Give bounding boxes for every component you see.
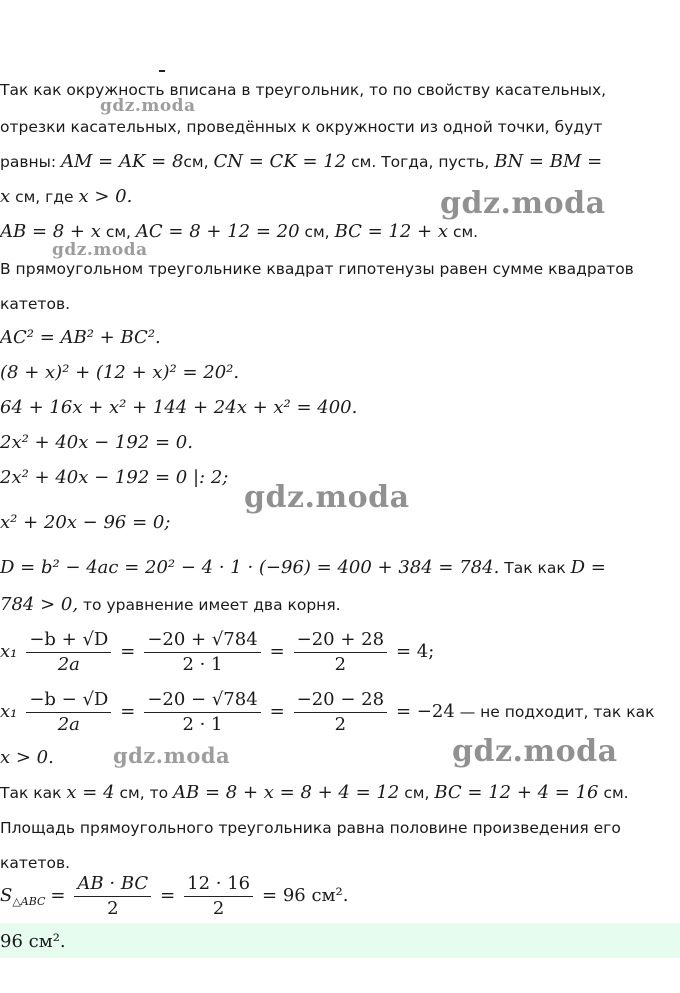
equation: AC² = AB² + BC². [0, 327, 161, 348]
result-line: Так как x = 4 см, то AB = 8 + x = 8 + 4 = 12 см, BC = 12 + 4 = 16 см. [0, 782, 629, 803]
text-line: Площадь прямоугольного треугольника равна половине произведения его [0, 819, 621, 837]
text-line: x см, где x > 0. [0, 186, 133, 207]
equation: 64 + 16x + x² + 144 + 24x + x² = 400. [0, 397, 358, 418]
text-line: В прямоугольном треугольнике квадрат гипотенузы равен сумме квадратов [0, 260, 634, 278]
equation: 2x² + 40x − 192 = 0 |: 2; [0, 467, 229, 488]
fraction: $\frac{-20 + 28}{2}$ [294, 628, 387, 677]
area-formula: $S_{\triangle ABC}$ = $\frac{AB \cdot BC}{2}$ = $\frac{12 \cdot 16}{2}$ = 96 см². [0, 873, 349, 919]
watermark: gdz.moda [452, 734, 618, 769]
fraction: $\frac{-20 + √784}{2 \cdot 1}$ [144, 628, 260, 677]
root-x1: x₁ $\frac{-b + √D}{2a}$ = $\frac{-20 + √784}{2 \cdot 1}$ = $\frac{-20 + 28}{2}$ = 4; [0, 629, 435, 675]
watermark: gdz.moda [440, 186, 606, 221]
text-line: Так как окружность вписана в треугольник, то по свойству касательных, [0, 81, 607, 99]
watermark: gdz.moda [100, 96, 196, 116]
fraction: $\frac{AB \cdot BC}{2}$ [74, 872, 151, 921]
top-dash [159, 70, 165, 72]
text-line: отрезки касательных, проведённых к окружности из одной точки, будут [0, 118, 603, 136]
fraction: $\frac{-20 - √784}{2 \cdot 1}$ [144, 688, 260, 737]
discriminant-line: D = b² − 4ac = 20² − 4 · 1 · (−96) = 400 + 384 = 784. Так как D = [0, 557, 606, 578]
equation: x² + 20x − 96 = 0; [0, 512, 171, 533]
text-line: равны: AM = AK = 8см, CN = CK = 12 см. Тогда, пусть, BN = BM = [0, 151, 603, 172]
equation: 2x² + 40x − 192 = 0. [0, 432, 193, 453]
fraction: $\frac{-20 - 28}{2}$ [294, 688, 387, 737]
answer-text: 96 см². [0, 931, 66, 952]
text-line: катетов. [0, 295, 70, 313]
watermark: gdz.moda [52, 240, 148, 260]
root-x2: x₁ $\frac{-b - √D}{2a}$ = $\frac{-20 - √784}{2 \cdot 1}$ = $\frac{-20 - 28}{2}$ = −24 — не подходит, так как [0, 689, 655, 735]
equation: (8 + x)² + (12 + x)² = 20². [0, 362, 240, 383]
watermark: gdz.moda [244, 480, 410, 515]
fraction: $\frac{-b - √D}{2a}$ [26, 688, 111, 737]
discriminant-line: 784 > 0, то уравнение имеет два корня. [0, 594, 341, 615]
equation: x > 0. [0, 747, 54, 768]
answer-box [0, 923, 680, 958]
text-line: катетов. [0, 854, 70, 872]
text-line: AB = 8 + x см, AC = 8 + 12 = 20 см, BC = 12 + x см. [0, 221, 479, 242]
fraction: $\frac{-b + √D}{2a}$ [26, 628, 111, 677]
watermark: gdz.moda [113, 743, 231, 768]
fraction: $\frac{12 \cdot 16}{2}$ [184, 872, 253, 921]
